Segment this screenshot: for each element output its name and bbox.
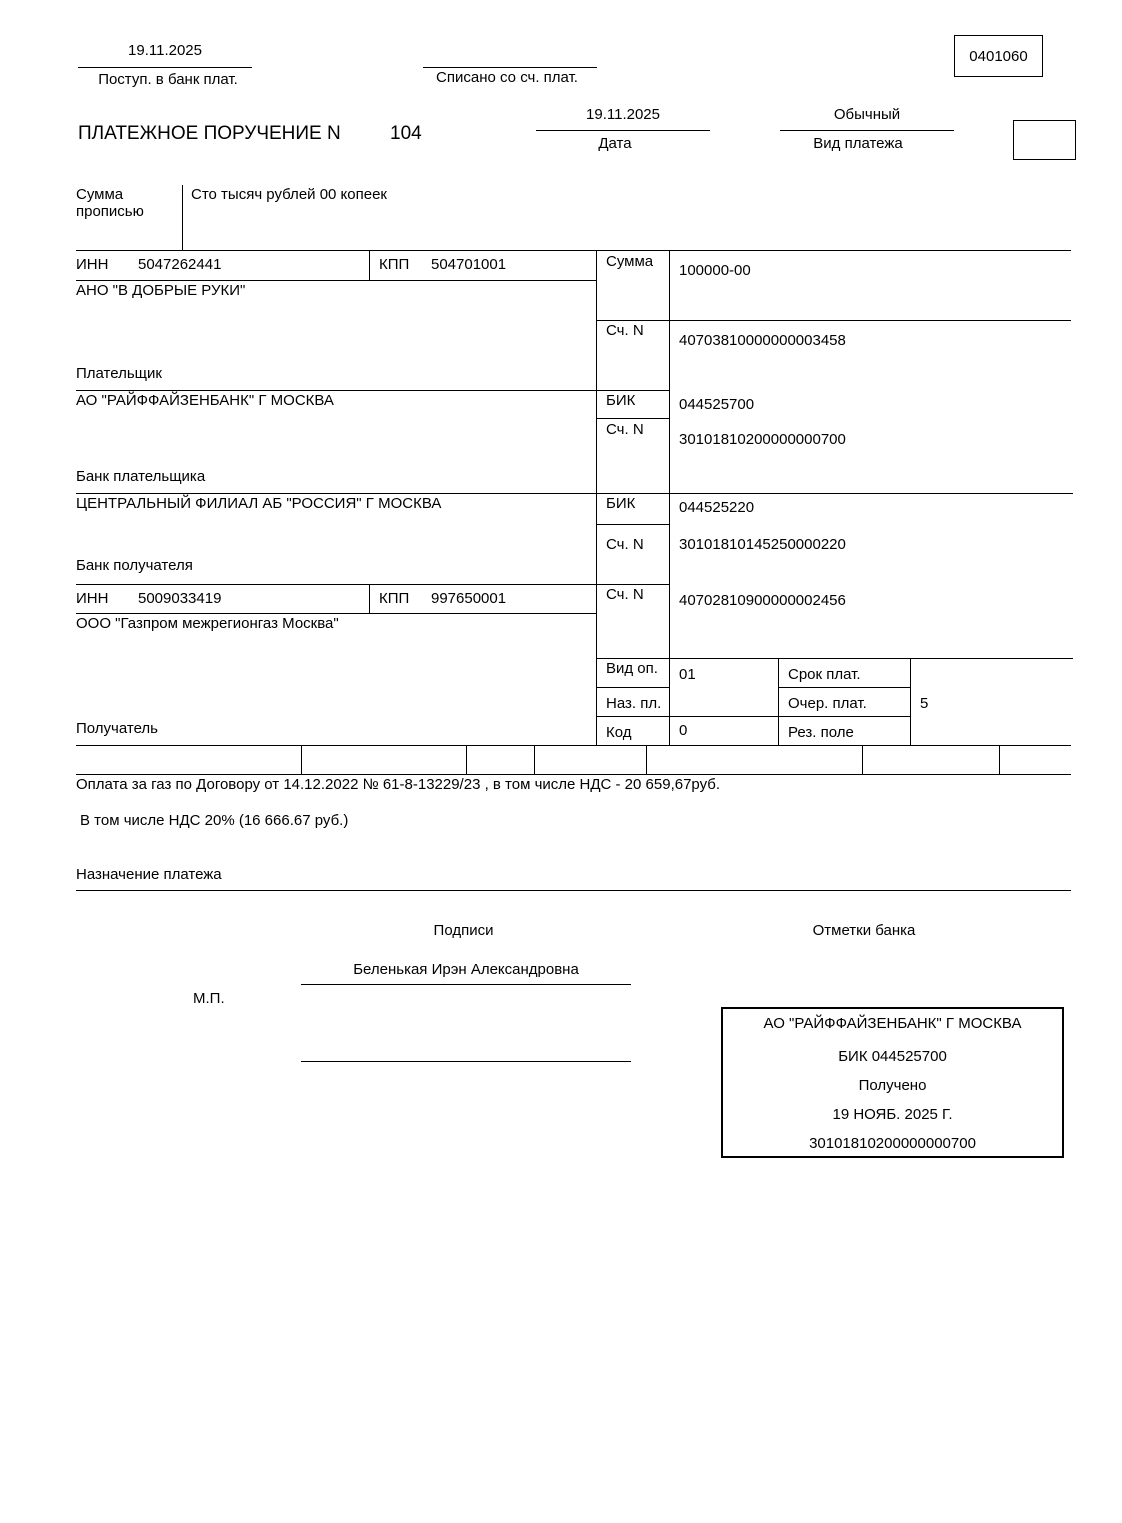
payer-kpp-divider <box>369 250 370 280</box>
stamp-place-label: М.П. <box>193 990 225 1007</box>
op-block-divider-2 <box>910 658 911 746</box>
bank-stamp-line-1: АО "РАЙФФАЙЗЕНБАНК" Г МОСКВА <box>763 1015 1022 1032</box>
payer-kpp-label: КПП <box>379 256 410 273</box>
form-code: 0401060 <box>969 48 1028 65</box>
bank-stamp-line-3: Получено <box>858 1077 927 1094</box>
payee-bank-label: Банк получателя <box>76 557 193 574</box>
payee-kpp-divider <box>369 584 370 613</box>
purpose-line <box>76 890 1071 891</box>
sum-line <box>596 320 1071 321</box>
order-value: 5 <box>920 695 929 712</box>
payment-type: Обычный <box>833 106 901 123</box>
payee-inn-label: ИНН <box>76 590 109 607</box>
payee-corr: 30101810145250000220 <box>679 536 846 553</box>
op-type: 01 <box>679 666 696 683</box>
payee-name: ООО "Газпром межрегионгаз Москва" <box>76 615 339 632</box>
document-date-label: Дата <box>598 135 632 152</box>
received-date-line <box>78 67 252 68</box>
payee-account: 40702810900000002456 <box>679 592 846 609</box>
bank-marks-label: Отметки банка <box>812 922 916 939</box>
payer-corr: 30101810200000000700 <box>679 431 846 448</box>
payer-bik-line <box>596 418 669 419</box>
payment-type-line <box>780 130 954 131</box>
tax-row-bottom-line <box>76 774 1071 775</box>
payer-label: Плательщик <box>76 365 162 382</box>
sum-value: 100000-00 <box>679 262 751 279</box>
payee-kpp-label: КПП <box>379 590 410 607</box>
op-block-divider-1 <box>778 658 779 746</box>
code-label: Код <box>606 724 632 741</box>
payee-bik: 044525220 <box>679 499 755 516</box>
payment-type-label: Вид платежа <box>813 135 903 152</box>
term-label: Срок плат. <box>788 666 861 683</box>
amount-words-label-2: прописью <box>76 203 144 220</box>
payer-inn-line <box>76 280 596 281</box>
tax-divider-1 <box>301 745 302 774</box>
payment-status-box <box>1013 120 1076 160</box>
code-line-mid <box>669 716 778 717</box>
debited-date-line <box>423 67 597 68</box>
op-block-top-line <box>596 658 1073 659</box>
document-date-line <box>536 130 710 131</box>
amount-words-divider <box>182 185 183 251</box>
payee-bik-line <box>596 524 669 525</box>
payee-inn: 5009033419 <box>138 590 222 607</box>
grid-vertical-right <box>669 250 670 746</box>
order-line <box>778 716 910 717</box>
grid-line-top <box>76 250 1071 251</box>
payer-bik-label: БИК <box>606 392 636 409</box>
payee-bank-name: ЦЕНТРАЛЬНЫЙ ФИЛИАЛ АБ "РОССИЯ" Г МОСКВА <box>76 495 442 512</box>
payer-inn: 5047262441 <box>138 256 222 273</box>
tax-row-top-line <box>76 745 1071 746</box>
payer-corr-label: Сч. N <box>606 421 644 438</box>
payee-bik-label: БИК <box>606 495 636 512</box>
payer-bank-label: Банк плательщика <box>76 468 206 485</box>
document-title: ПЛАТЕЖНОЕ ПОРУЧЕНИЕ N <box>78 123 341 144</box>
purpose-line-2: В том числе НДС 20% (16 666.67 руб.) <box>80 812 349 829</box>
code-value: 0 <box>679 722 688 739</box>
payer-bank-line <box>76 390 669 391</box>
payer-account: 40703810000000003458 <box>679 332 846 349</box>
order-label: Очер. плат. <box>788 695 867 712</box>
tax-divider-4 <box>646 745 647 774</box>
payer-bank-name: АО "РАЙФФАЙЗЕНБАНК" Г МОСКВА <box>76 392 334 409</box>
bank-stamp-line-2: БИК 044525700 <box>838 1048 947 1065</box>
received-date-label: Поступ. в банк плат. <box>98 71 238 88</box>
tax-divider-6 <box>999 745 1000 774</box>
payee-kpp: 997650001 <box>431 590 507 607</box>
bank-stamp-line-5: 30101810200000000700 <box>809 1135 976 1152</box>
op-type-line <box>596 687 669 688</box>
purpose-line-1: Оплата за газ по Договору от 14.12.2022 № 61-8-13229/23 , в том числе НДС - 20 659,67руб. <box>76 776 721 793</box>
payee-account-label: Сч. N <box>606 586 644 603</box>
tax-divider-2 <box>466 745 467 774</box>
payee-bank-line <box>76 493 1073 494</box>
sum-label: Сумма <box>606 253 654 270</box>
payer-bik: 044525700 <box>679 396 755 413</box>
payer-account-label: Сч. N <box>606 322 644 339</box>
payee-inn-top-line <box>76 584 669 585</box>
document-number: 104 <box>390 123 422 144</box>
payee-inn-line <box>76 613 596 614</box>
term-line <box>778 687 910 688</box>
bank-stamp-line-4: 19 НОЯБ. 2025 Г. <box>832 1106 953 1123</box>
payer-name: АНО "В ДОБРЫЕ РУКИ" <box>76 282 246 299</box>
signature-line-2 <box>301 1061 631 1062</box>
tax-divider-3 <box>534 745 535 774</box>
signer-name: Беленькая Ирэн Александровна <box>353 961 579 978</box>
tax-divider-5 <box>862 745 863 774</box>
payee-corr-label: Сч. N <box>606 536 644 553</box>
signature-line-1 <box>301 984 631 985</box>
purpose-code-line <box>596 716 669 717</box>
debited-label: Списано со сч. плат. <box>436 69 578 86</box>
purpose-code-label: Наз. пл. <box>606 695 662 712</box>
payer-inn-label: ИНН <box>76 256 109 273</box>
payee-label: Получатель <box>76 720 158 737</box>
signatures-label: Подписи <box>433 922 494 939</box>
payer-kpp: 504701001 <box>431 256 507 273</box>
op-type-label: Вид оп. <box>606 660 658 677</box>
received-date: 19.11.2025 <box>128 42 202 59</box>
amount-words-value: Сто тысяч рублей 00 копеек <box>191 186 387 203</box>
amount-words-label-1: Сумма <box>76 186 124 203</box>
reserve-label: Рез. поле <box>788 724 854 741</box>
purpose-label: Назначение платежа <box>76 866 222 883</box>
document-date: 19.11.2025 <box>586 106 660 123</box>
grid-vertical-left <box>596 250 597 746</box>
